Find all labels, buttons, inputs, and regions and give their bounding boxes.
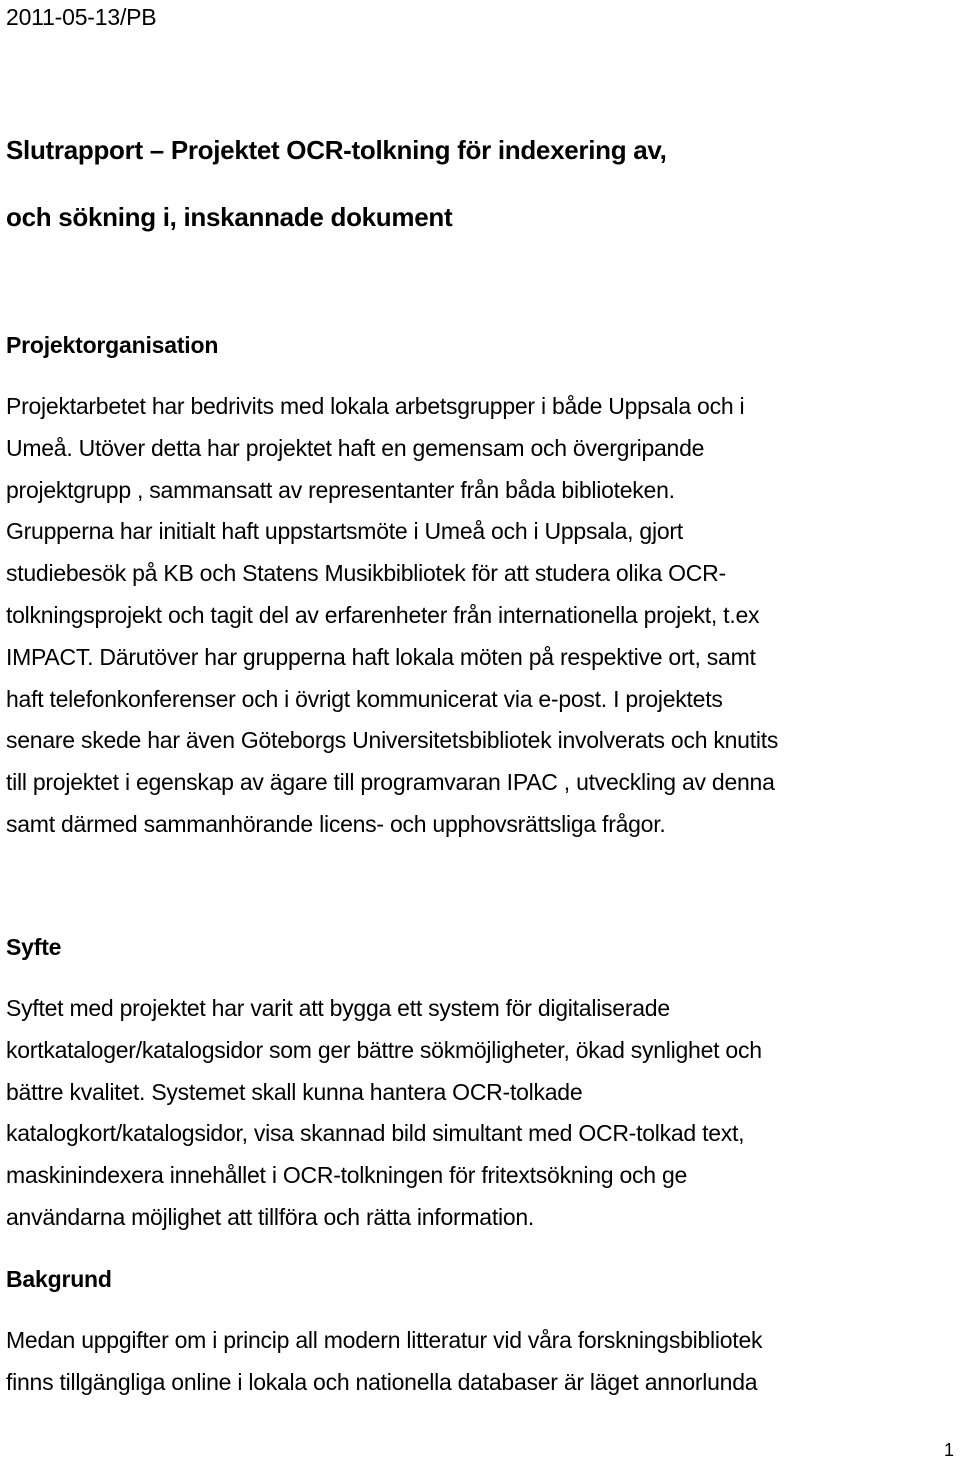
paragraph-line: IMPACT. Därutöver har grupperna haft lokala möten på respektive ort, samt bbox=[6, 643, 756, 670]
paragraph-line: till projektet i egenskap av ägare till programvaran IPAC , utveckling av denna bbox=[6, 769, 775, 796]
paragraph-line: Medan uppgifter om i princip all modern litteratur vid våra forskningsbibliotek bbox=[6, 1327, 763, 1353]
header-date-code: 2011-05-13/PB bbox=[6, 4, 157, 30]
document-title-line-1: Slutrapport – Projektet OCR-tolkning för indexering av, bbox=[6, 135, 667, 165]
document-title-line-2: och sökning i, inskannade dokument bbox=[6, 202, 453, 232]
section-body-projektorganisation bbox=[6, 386, 958, 846]
section-body-syfte bbox=[6, 988, 958, 1239]
page-number: 1 bbox=[943, 1440, 954, 1460]
paragraph-line: Projektarbetet har bedrivits med lokala arbetsgrupper i både Uppsala och i bbox=[6, 393, 745, 419]
paragraph-line: samt därmed sammanhörande licens- och upphovsrättsliga frågor. bbox=[6, 810, 666, 837]
paragraph-line: tolkningsprojekt och tagit del av erfarenheter från internationella projekt, t.ex bbox=[6, 601, 760, 628]
section-body-bakgrund bbox=[6, 1320, 958, 1404]
paragraph-line: Syftet med projektet har varit att bygga ett system för digitaliserade bbox=[6, 995, 670, 1021]
paragraph-line: finns tillgängliga online i lokala och nationella databaser är läget annorlunda bbox=[6, 1368, 758, 1395]
section-heading-projektorganisation: Projektorganisation bbox=[6, 332, 219, 358]
paragraph-line: bättre kvalitet. Systemet skall kunna hantera OCR-tolkade bbox=[6, 1078, 583, 1105]
paragraph-line: senare skede har även Göteborgs Universitetsbibliotek involverats och knutits bbox=[6, 727, 779, 754]
section-heading-bakgrund: Bakgrund bbox=[6, 1266, 112, 1292]
paragraph-line: haft telefonkonferenser och i övrigt kommunicerat via e-post. I projektets bbox=[6, 685, 723, 712]
paragraph-line: användarna möjlighet att tillföra och rätta information. bbox=[6, 1203, 535, 1230]
paragraph-line: kortkataloger/katalogsidor som ger bättre sökmöjligheter, ökad synlighet och bbox=[6, 1036, 762, 1063]
paragraph-line: Umeå. Utöver detta har projektet haft en gemensam och övergripande bbox=[6, 434, 705, 461]
paragraph-line: studiebesök på KB och Statens Musikbibliotek för att studera olika OCR- bbox=[6, 560, 726, 587]
paragraph-line: Grupperna har initialt haft uppstartsmöte i Umeå och i Uppsala, gjort bbox=[6, 518, 683, 545]
section-heading-syfte: Syfte bbox=[6, 934, 62, 960]
paragraph-line: maskinindexera innehållet i OCR-tolkningen för fritextsökning och ge bbox=[6, 1162, 688, 1189]
paragraph-line: katalogkort/katalogsidor, visa skannad bild simultant med OCR-tolkad text, bbox=[6, 1120, 745, 1147]
paragraph-line: projektgrupp , sammansatt av representanter från båda biblioteken. bbox=[6, 476, 675, 503]
